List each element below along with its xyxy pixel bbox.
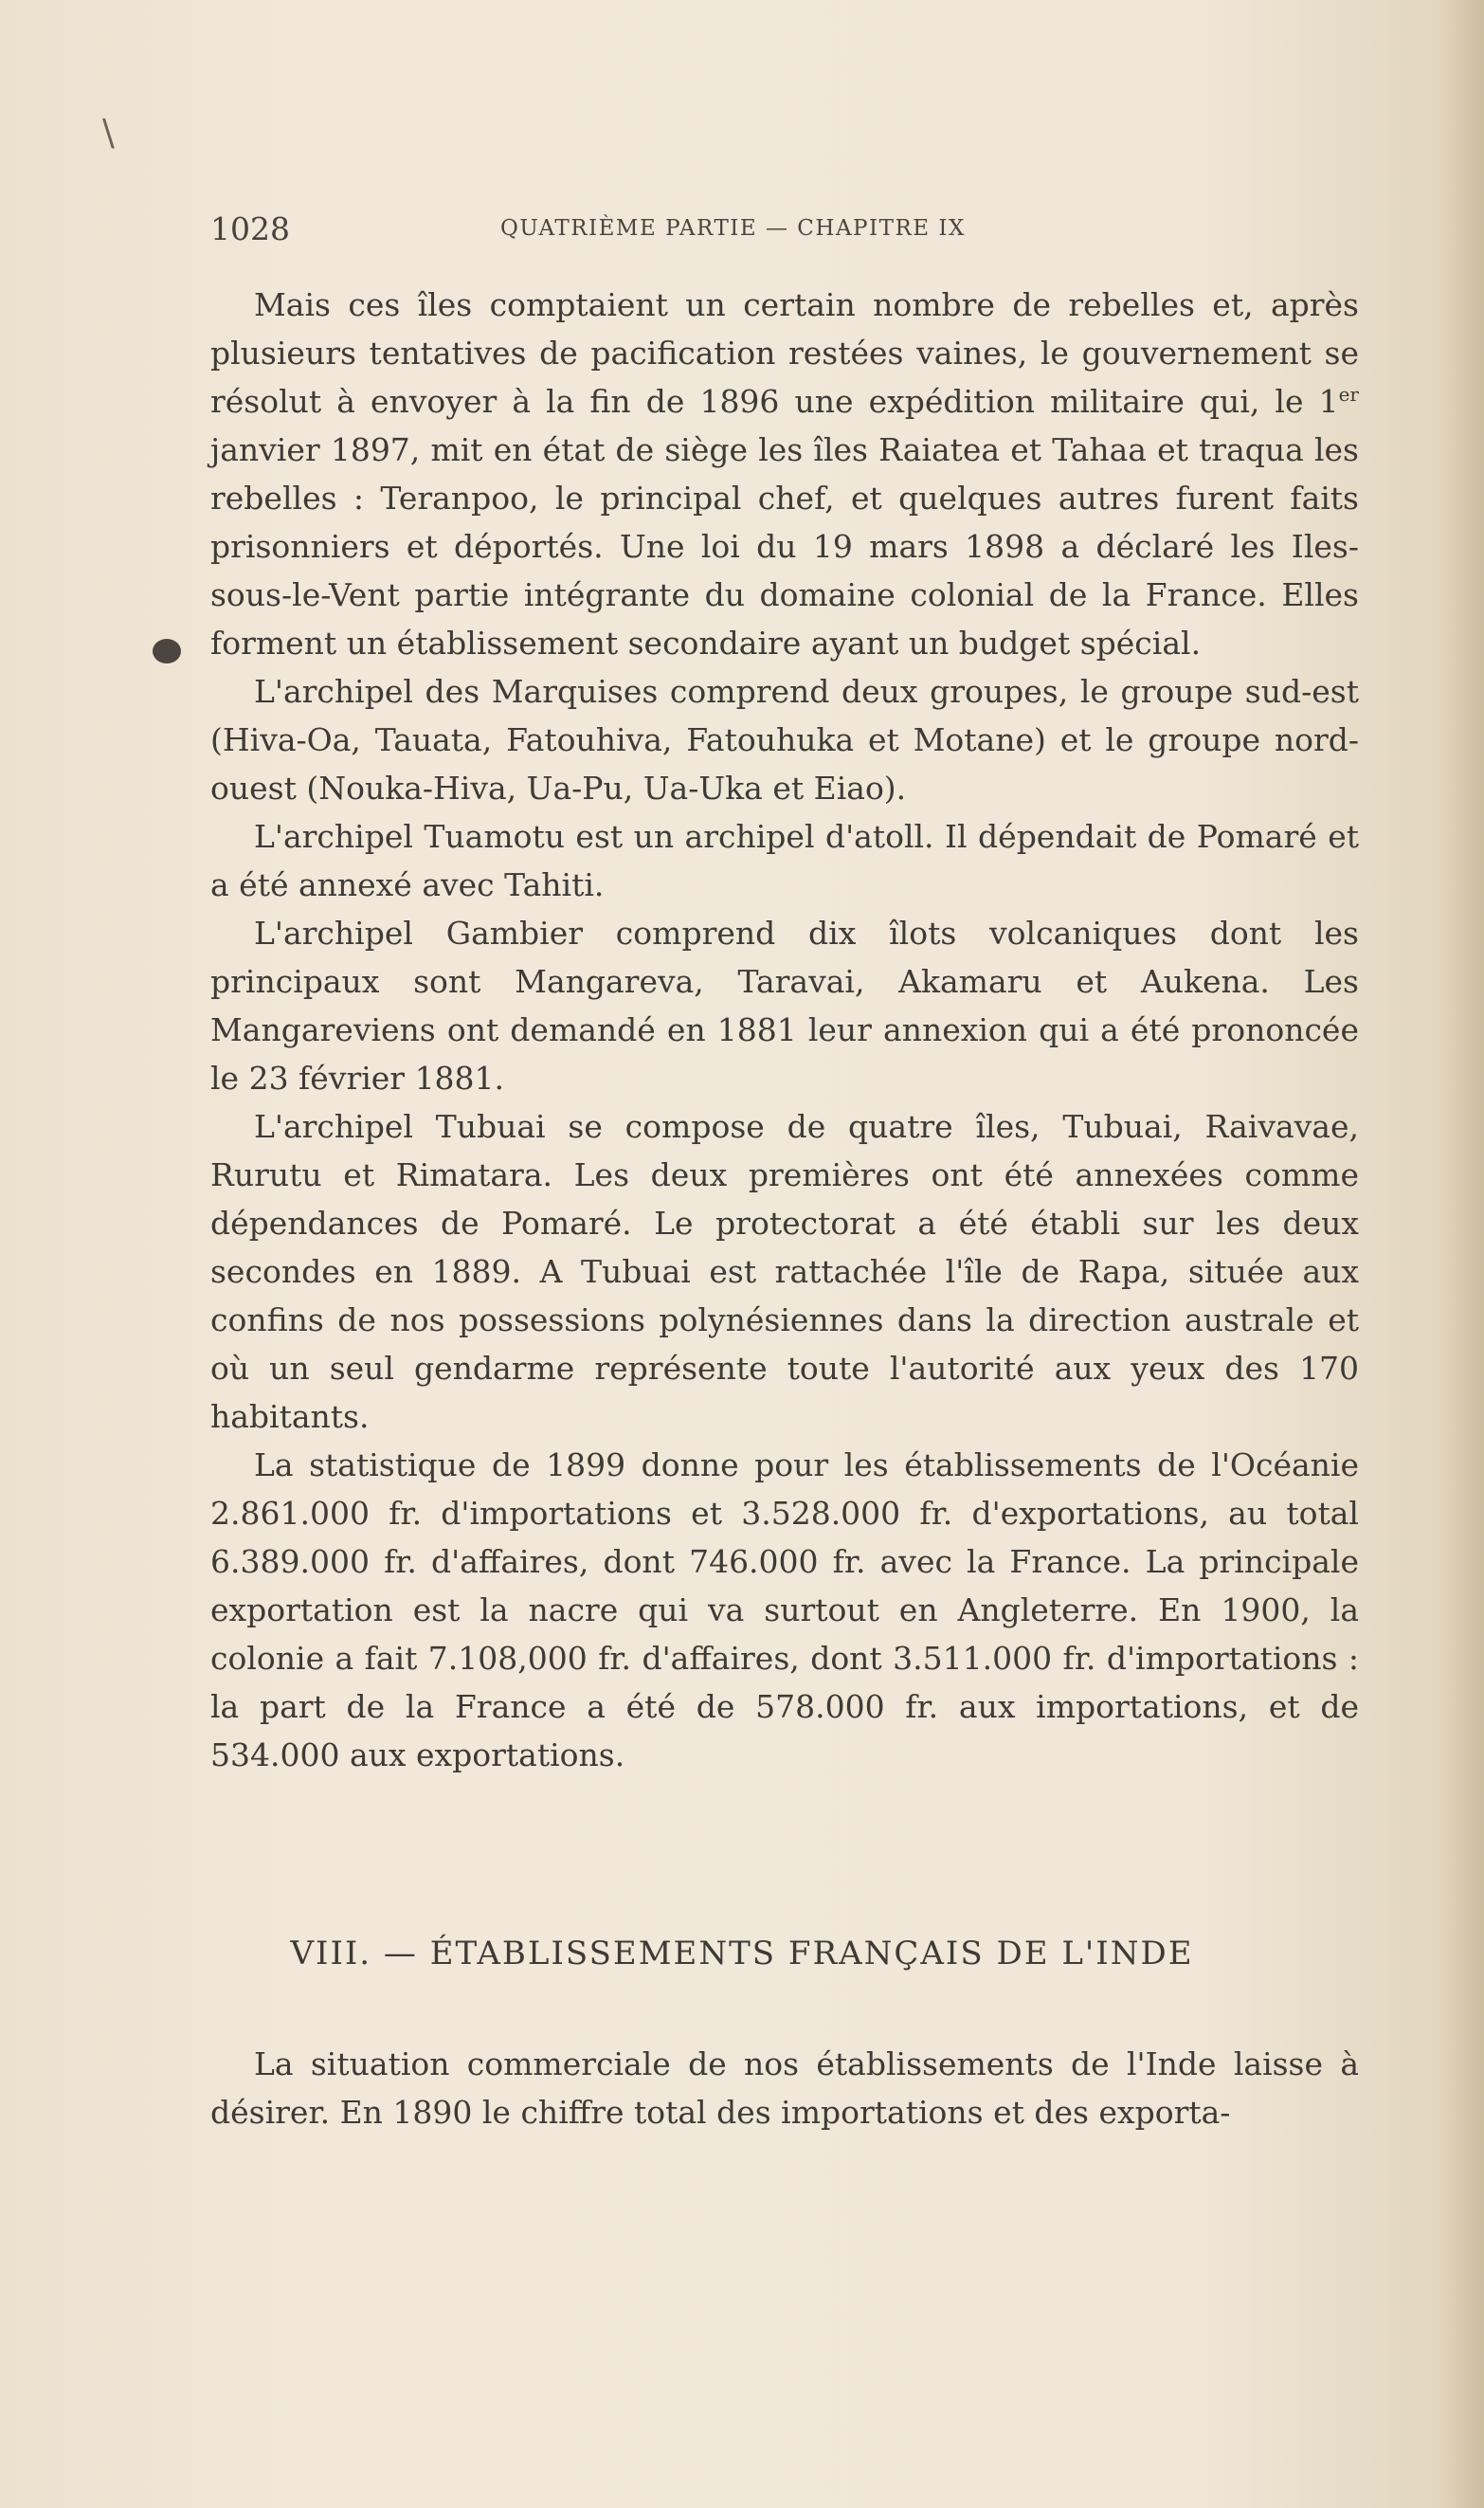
paragraph: L'archipel Tuamotu est un archipel d'atoll. Il dépendait de Pomaré et a été annexé avec Tahiti. xyxy=(210,818,1359,903)
paragraph: L'archipel Gambier comprend dix îlots volcaniques dont les principaux sont Mangareva, Taravai, Akamaru et Aukena. Les Mangareviens ont demandé en 1881 leur annexion qui a été prononcée le 23 février 1881. xyxy=(210,915,1359,1097)
ink-blot xyxy=(153,639,181,663)
section-text xyxy=(210,2040,1359,2136)
main-text xyxy=(210,281,1359,1779)
running-title: QUATRIÈME PARTIE — CHAPITRE IX xyxy=(500,216,966,241)
paragraph: L'archipel Tubuai se compose de quatre îles, Tubuai, Raivavae, Rurutu et Rimatara. Les deux premières ont été annexées comme dépendances de Pomaré. Le protectorat a été établi sur les deux secondes en 1889. A Tubuai est rattachée l'île de Rapa, située aux confins de nos possessions polynésiennes dans la direction australe et où un seul gendarme représente toute l'autorité aux yeux des 170 habitants. xyxy=(210,1108,1359,1435)
paragraph: L'archipel des Marquises comprend deux groupes, le groupe sud-est (Hiva-Oa, Tauata, Fatouhiva, Fatouhuka et Motane) et le groupe nord-ouest (Nouka-Hiva, Ua-Pu, Ua-Uka et Eiao). xyxy=(210,673,1359,807)
paragraph: La statistique de 1899 donne pour les établissements de l'Océanie 2.861.000 fr. d'importations et 3.528.000 fr. d'exportations, au total 6.389.000 fr. d'affaires, dont 746.000 fr. avec la France. La principale exportation est la nacre qui va surtout en Angleterre. En 1900, la colonie a fait 7.108,000 fr. d'affaires, dont 3.511.000 fr. d'importations : la part de la France a été de 578.000 fr. aux importations, et de 534.000 aux exportations. xyxy=(210,1446,1359,1773)
page-header xyxy=(0,210,1484,258)
margin-mark: \ xyxy=(102,112,115,154)
section-title: VIII. — ÉTABLISSEMENTS FRANÇAIS DE L'INDE xyxy=(290,1935,1194,1972)
page-number: 1028 xyxy=(210,210,290,247)
paragraph: Mais ces îles comptaient un certain nombre de rebelles et, après plusieurs tentatives de pacification restées vaines, le gouvernement se résolut à envoyer à la fin de 1896 une expédition militaire qui, le 1er janvier 1897, mit en état de siège les îles Raiatea et Tahaa et traqua les rebelles : Teranpoo, le principal chef, et quelques autres furent faits prisonniers et déportés. Une loi du 19 mars 1898 a déclaré les Iles-sous-le-Vent partie intégrante du domaine colonial de la France. Elles forment un établissement secondaire ayant un budget spécial. xyxy=(210,286,1359,662)
paragraph: La situation commerciale de nos établissements de l'Inde laisse à désirer. En 1890 le chiffre total des importations et des exporta- xyxy=(210,2045,1359,2131)
